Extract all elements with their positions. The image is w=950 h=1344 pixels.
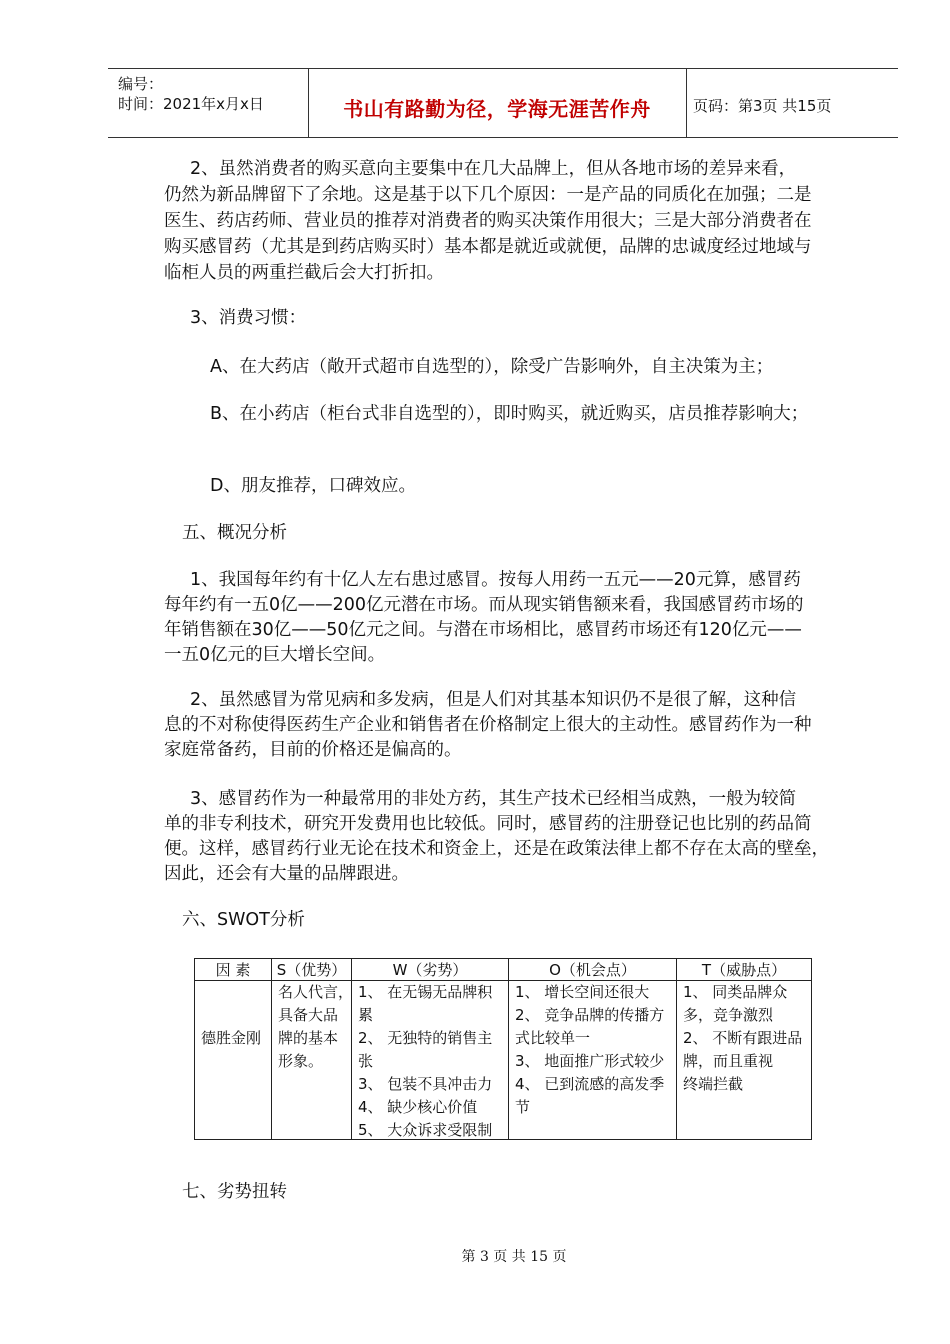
swot-header-factor: 因 素	[195, 959, 272, 981]
swot-threat-line: 多，竞争激烈	[683, 1006, 774, 1024]
doc-code-label: 编号：	[118, 75, 164, 93]
swot-threat-line: 1、 同类品牌众	[683, 983, 788, 1001]
para-price-line: 2、虽然感冒为常见病和多发病，但是人们对其基本知识仍不是很了解，这种信	[190, 690, 797, 710]
swot-factor-name: 德胜金刚	[201, 1029, 262, 1047]
swot-opportunity-line: 式比较单一	[515, 1029, 591, 1047]
doc-time-label: 时间：2021年x月x日	[118, 95, 264, 113]
para-brand-line: 2、虽然消费者的购买意向主要集中在几大品牌上，但从各地市场的差异来看，	[190, 159, 797, 179]
para-brand-line: 医生、药店药师、营业员的推荐对消费者的购买决策作用很大；三是大部分消费者在	[164, 211, 812, 231]
footer-page-number: 第 3 页 共 15 页	[461, 1249, 567, 1265]
para-tech-line: 便。这样，感冒药行业无论在技术和资金上，还是在政策法律上都不存在太高的壁垒，	[164, 839, 829, 859]
swot-strength-line: 名人代言，	[278, 983, 354, 1001]
page-footer	[0, 1246, 950, 1266]
swot-header-opportunities: O（机会点）	[509, 959, 677, 981]
swot-strength-line: 具备大品	[278, 1006, 339, 1024]
swot-weakness-line: 2、 无独特的销售主	[358, 1029, 493, 1047]
swot-threat-line: 牌，而且重视	[683, 1052, 774, 1070]
para-brand-line: 临柜人员的两重拦截后会大打折扣。	[164, 263, 444, 283]
swot-threats-cell	[677, 981, 811, 1139]
header-middle-cell	[308, 69, 687, 137]
para-price-line: 息的不对称使得医药生产企业和销售者在价格制定上很大的主动性。感冒药作为一种	[164, 715, 812, 735]
swot-strength-line: 形象。	[278, 1052, 324, 1070]
swot-header-weaknesses: W（劣势）	[352, 959, 509, 981]
section-6-title: 六、SWOT分析	[182, 910, 305, 930]
swot-weakness-line: 累	[358, 1006, 374, 1024]
page-header	[108, 68, 898, 138]
para-tech-line: 因此，还会有大量的品牌跟进。	[164, 864, 409, 884]
swot-weakness-line: 5、 大众诉求受限制	[358, 1121, 493, 1139]
swot-opportunity-line: 3、 地面推广形式较少	[515, 1052, 665, 1070]
para-brand-line: 仍然为新品牌留下了余地。这是基于以下几个原因：一是产品的同质化在加强；二是	[164, 185, 812, 205]
para-market-line: 1、我国每年约有十亿人左右患过感冒。按每人用药一五元——20元算，感冒药	[190, 570, 801, 590]
swot-factor-cell	[195, 981, 272, 1139]
swot-weakness-line: 张	[358, 1052, 374, 1070]
para-market-line: 每年约有一五0亿——200亿元潜在市场。而从现实销售额来看，我国感冒药市场的	[164, 595, 804, 615]
header-left-cell	[108, 69, 309, 137]
swot-opportunity-line: 1、 增长空间还很大	[515, 983, 650, 1001]
para-market-line: 年销售额在30亿——50亿元之间。与潜在市场相比，感冒药市场还有120亿元——	[164, 620, 802, 640]
swot-header-threats: T（威胁点）	[677, 959, 811, 981]
swot-opportunity-line: 4、 已到流感的高发季	[515, 1075, 665, 1093]
section-7-title: 七、劣势扭转	[182, 1182, 287, 1202]
swot-opportunity-line: 节	[515, 1098, 531, 1116]
swot-opportunities-cell	[509, 981, 677, 1139]
habit-a: A、在大药店（敞开式超市自选型的），除受广告影响外，自主决策为主；	[210, 357, 774, 377]
swot-strength-line: 牌的基本	[278, 1029, 339, 1047]
swot-table	[194, 958, 812, 1140]
swot-weakness-line: 4、 缺少核心价值	[358, 1098, 478, 1116]
swot-strengths-cell	[272, 981, 352, 1139]
swot-opportunity-line: 2、 竞争品牌的传播方	[515, 1006, 665, 1024]
para-brand-line: 购买感冒药（尤其是到药店购买时）基本都是就近或就便，品牌的忠诚度经过地域与	[164, 237, 812, 257]
swot-header-strengths: S（优势）	[272, 959, 352, 981]
habit-d: D、朋友推荐，口碑效应。	[210, 476, 416, 496]
section-5-title: 五、概况分析	[182, 523, 287, 543]
header-motto: 书山有路勤为径，学海无涯苦作舟	[343, 97, 651, 121]
swot-threat-line: 终端拦截	[683, 1075, 744, 1093]
swot-weaknesses-cell	[352, 981, 509, 1139]
para-price-line: 家庭常备药，目前的价格还是偏高的。	[164, 740, 462, 760]
habits-title: 3、消费习惯：	[190, 308, 307, 328]
para-tech-line: 单的非专利技术，研究开发费用也比较低。同时，感冒药的注册登记也比别的药品简	[164, 814, 812, 834]
para-market-line: 一五0亿元的巨大增长空间。	[164, 645, 386, 665]
swot-weakness-line: 3、 包装不具冲击力	[358, 1075, 493, 1093]
swot-weakness-line: 1、 在无锡无品牌积	[358, 983, 493, 1001]
para-tech-line: 3、感冒药作为一种最常用的非处方药，其生产技术已经相当成熟，一般为较简	[190, 789, 797, 809]
header-page-info: 页码：第3页 共15页	[693, 97, 832, 115]
swot-threat-line: 2、 不断有跟进品	[683, 1029, 803, 1047]
habit-b: B、在小药店（柜台式非自选型的），即时购买，就近购买，店员推荐影响大；	[210, 404, 809, 424]
header-right-cell	[687, 69, 898, 137]
